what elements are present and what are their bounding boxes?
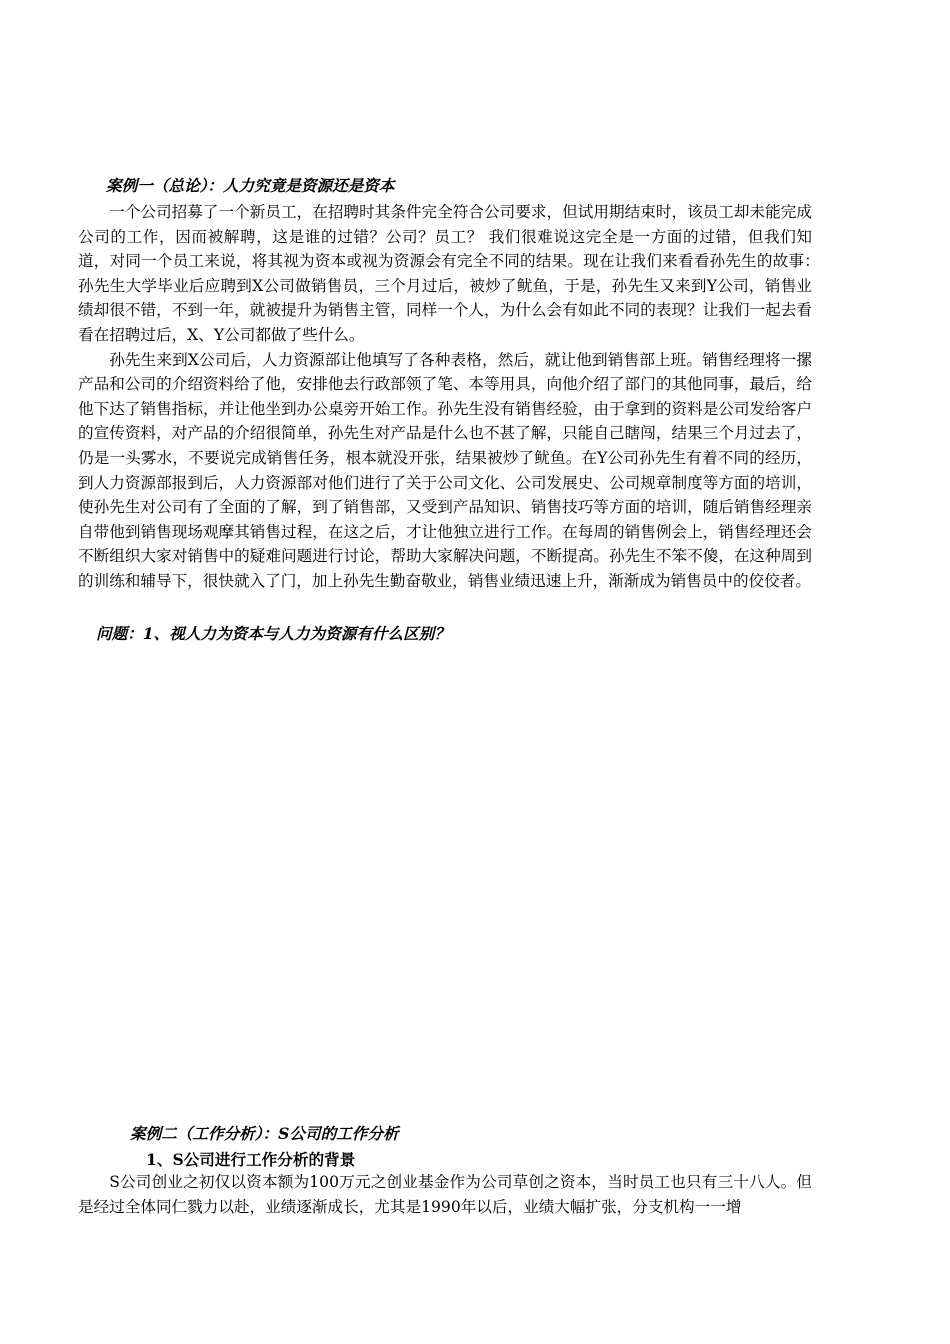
case1-question: 问题：1、视人力为资本与人力为资源有什么区别？ <box>96 624 450 643</box>
case2-title: 案例二（工作分析）：S公司的工作分析 <box>130 1124 399 1143</box>
case2-body <box>78 1170 812 1219</box>
case1-paragraph-1: 一个公司招募了一个新员工，在招聘时其条件完全符合公司要求，但试用期结束时，该员工却未能完成公司的工作，因而被解聘，这是谁的过错？公司？员工？ 我们很难说这完全是一方面的过错，但我们知道，对同一个员工来说，将其视为资本或视为资源会有完全不同的结果。现在让我们来看看孙先生的故事： 孙先生大学毕业后应聘到X公司做销售员，三个月过后，被炒了鱿鱼，于是，孙先生又来到Y公司，销售业绩却很不错，不到一年，就被提升为销售主管，同样一个人，为什么会有如此不同的表现？让我们一起去看看在招聘过后，X、Y公司都做了些什么。 <box>78 203 828 344</box>
case2-subtitle: 1、S公司进行工作分析的背景 <box>146 1150 356 1169</box>
case1-title: 案例一（总论）：人力究竟是资源还是资本 <box>106 176 395 195</box>
case1-paragraph-2: 孙先生来到X公司后，人力资源部让他填写了各种表格，然后，就让他到销售部上班。销售经理将一摞产品和公司的介绍资料给了他，安排他去行政部领了笔、本等用具，向他介绍了部门的其他同事，最后，给他下达了销售指标，并让他坐到办公桌旁开始工作。孙先生没有销售经验，由于拿到的资料是公司发给客户的宣传资料，对产品的介绍很简单，孙先生对产品是什么也不甚了解，只能自己瞎闯，结果三个月过去了，仍是一头雾水，不要说完成销售任务，根本就没开张，结果被炒了鱿鱼。在Y公司孙先生有着不同的经历，到人力资源部报到后，人力资源部对他们进行了关于公司文化、公司发展史、公司规章制度等方面的培训，使孙先生对公司有了全面的了解，到了销售部，又受到产品知识、销售技巧等方面的培训，随后销售经理亲自带他到销售现场观摩其销售过程，在这之后，才让他独立进行工作。在每周的销售例会上，销售经理还会不断组织大家对销售中的疑难问题进行讨论，帮助大家解决问题，不断提高。孙先生不笨不傻，在这种周到的训练和辅导下，很快就入了门，加上孙先生勤奋敬业，销售业绩迅速上升，渐渐成为销售员中的佼佼者。 <box>78 350 812 590</box>
case1-body <box>78 200 828 594</box>
case2-paragraph-1: S公司创业之初仅以资本额为100万元之创业基金作为公司草创之资本，当时员工也只有三十八人。但是经过全体同仁戮力以赴，业绩逐渐成长，尤其是1990年以后，业绩大幅扩张，分支机构一一增 <box>78 1173 812 1216</box>
